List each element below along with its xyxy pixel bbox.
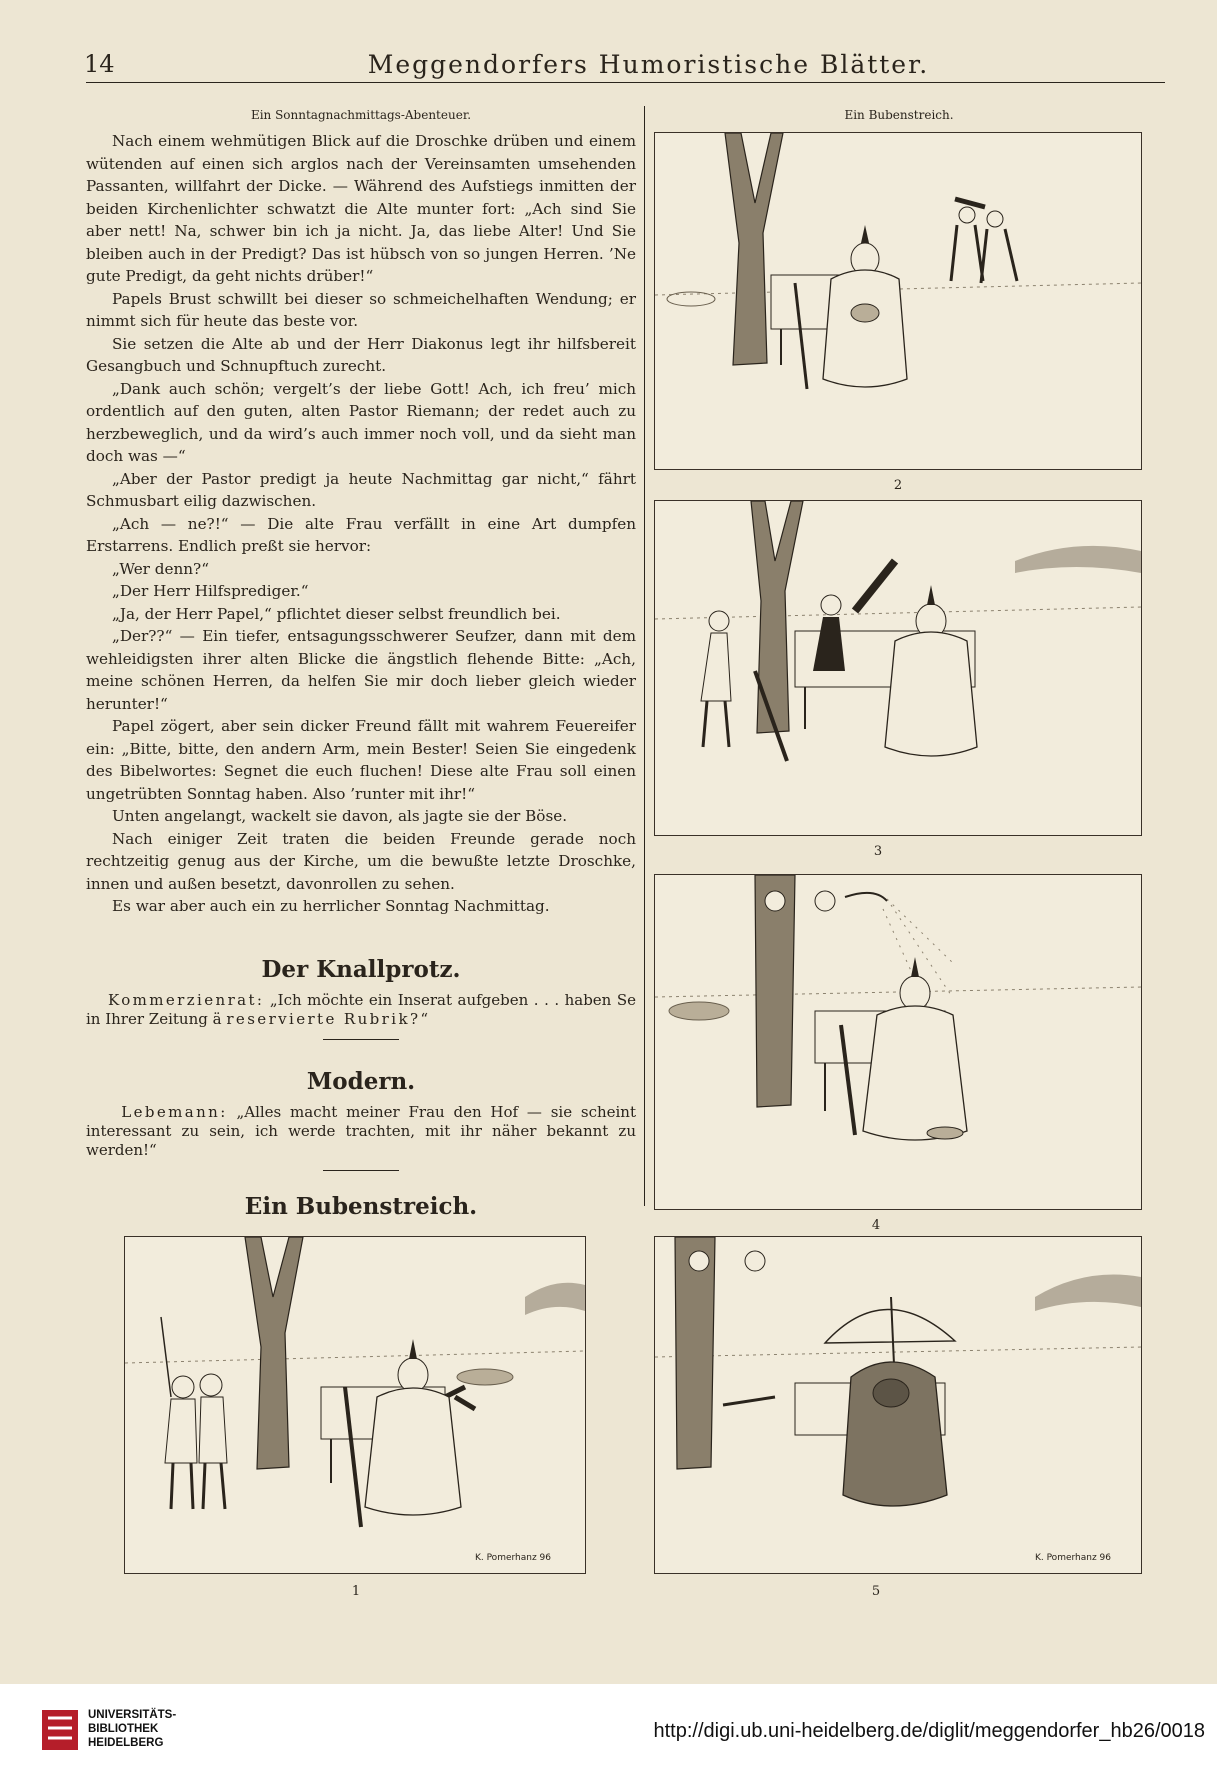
comic-panel-1 bbox=[124, 1236, 586, 1574]
modern-joke bbox=[86, 1103, 636, 1160]
section-rule bbox=[323, 1170, 399, 1171]
panel-number: 3 bbox=[873, 844, 883, 859]
knallprotz-heading: Der Knallprotz. bbox=[261, 955, 461, 983]
story-paragraph: „Wer denn?“ bbox=[112, 559, 209, 578]
story-paragraph: „Der??“ — Ein tiefer, entsagungsschwerer Seufzer, dann mit dem wehleidigsten ihrer alten Blicke die ängstlich flehende Bitte: „Ach, meine schönen Herren, da helfen Sie mir doch lieber gleich wieder herunter!“ bbox=[86, 627, 636, 713]
bubenstreich-heading: Ein Bubenstreich. bbox=[244, 1192, 478, 1220]
library-seal-icon bbox=[40, 1708, 80, 1752]
comic-panel-5 bbox=[654, 1236, 1142, 1574]
bubenstreich-caption: Ein Bubenstreich. bbox=[844, 108, 954, 122]
column-divider bbox=[644, 106, 645, 1206]
digitization-footer bbox=[0, 1684, 1217, 1776]
library-name-line: UNIVERSITÄTS- bbox=[88, 1709, 177, 1721]
library-name bbox=[88, 1708, 176, 1750]
story-caption: Ein Sonntagnachmittags-Abenteuer. bbox=[250, 108, 472, 122]
joke-text-end: “ bbox=[420, 1009, 429, 1028]
knallprotz-joke bbox=[86, 991, 636, 1029]
story-paragraph: Sie setzen die Alte ab und der Herr Diakonus legt ihr hilfsbereit Gesangbuch und Schnupftuch zurecht. bbox=[86, 334, 636, 375]
panel-number: 5 bbox=[871, 1584, 881, 1599]
section-rule bbox=[323, 1039, 399, 1040]
library-name-line: HEIDELBERG bbox=[88, 1737, 164, 1749]
joke-speaker: Kommerzienrat: bbox=[108, 990, 265, 1009]
panel-illustration bbox=[125, 1237, 585, 1573]
joke-text: „Ich möchte ein Inserat aufgeben . . . haben Se in Ihrer Zeitung ä bbox=[86, 990, 636, 1028]
left-column bbox=[86, 108, 636, 1220]
panel-number: 2 bbox=[893, 478, 903, 493]
panel-number: 1 bbox=[351, 1584, 361, 1599]
source-url[interactable]: http://digi.ub.uni-heidelberg.de/diglit/meggendorfer_hb26/0018 bbox=[653, 1720, 1205, 1742]
artist-signature: K. Pomerhanz 96 bbox=[1034, 1553, 1111, 1563]
comic-panel-2 bbox=[654, 132, 1142, 470]
page-number: 14 bbox=[84, 50, 115, 78]
library-name-line: BIBLIOTHEK bbox=[88, 1723, 159, 1735]
story-paragraph: „Aber der Pastor predigt ja heute Nachmittag gar nicht,“ fährt Schmusbart eilig dazwischen. bbox=[86, 469, 636, 510]
story-paragraph: Unten angelangt, wackelt sie davon, als jagte sie der Böse. bbox=[112, 807, 568, 825]
story-paragraph: Papels Brust schwillt bei dieser so schmeichelhaften Wendung; er nimmt sich für heute das beste vor. bbox=[86, 289, 636, 330]
comic-panel-4 bbox=[654, 874, 1142, 1210]
running-title: Meggendorfers Humoristische Blätter. bbox=[367, 50, 930, 79]
story-paragraph: Nach einiger Zeit traten die beiden Freunde gerade noch rechtzeitig genug aus der Kirche, um die bewußte letzte Droschke, innen und außen besetzt, davonrollen zu sehen. bbox=[86, 829, 636, 893]
joke-text: „Alles macht meiner Frau den Hof — sie scheint interessant zu sein, ich werde trachten, mit ihr näher bekannt zu werden!“ bbox=[86, 1102, 636, 1159]
story-paragraph: Es war aber auch ein zu herrlicher Sonntag Nachmittag. bbox=[112, 897, 550, 915]
story-text bbox=[86, 130, 636, 918]
comic-panel-3 bbox=[654, 500, 1142, 836]
panel-illustration bbox=[655, 501, 1141, 835]
panel-illustration bbox=[655, 133, 1141, 469]
panel-number: 4 bbox=[871, 1218, 881, 1233]
story-paragraph: „Ach — ne?!“ — Die alte Frau verfällt in eine Art dumpfen Erstarrens. Endlich preßt sie hervor: bbox=[86, 514, 636, 555]
panel-illustration bbox=[655, 1237, 1141, 1573]
story-paragraph: „Ja, der Herr Papel,“ pflichtet dieser selbst freundlich bei. bbox=[112, 604, 561, 623]
header-rule bbox=[86, 82, 1165, 83]
artist-signature: K. Pomerhanz 96 bbox=[474, 1553, 551, 1563]
story-paragraph: „Der Herr Hilfsprediger.“ bbox=[112, 582, 309, 600]
joke-speaker: Lebemann: bbox=[121, 1102, 228, 1121]
panel-illustration bbox=[655, 875, 1141, 1209]
story-paragraph: Nach einem wehmütigen Blick auf die Droschke drüben und einem wütenden auf einen sich arglos nach der Vereinsamten umsehenden Passanten, willfahrt der Dicke. — Während des Aufstiegs inmitten der beiden Kirchenlichter schwatzt die Alte munter fort: „Ach sind Sie aber nett! Na, schwer bin ich ja nicht. Ja, das liebe Alter! Und Sie bleiben auch in der Predigt? Das ist hübsch von so jungen Herren. ’Ne gute Predigt, da geht nichts drüber!“ bbox=[86, 132, 636, 285]
story-paragraph: „Dank auch schön; vergelt’s der liebe Gott! Ach, ich freu’ mich ordentlich auf den guten, alten Pastor Riemann; der redet auch zu herzbeweglich, und da wird’s auch immer noch voll, und da sieht man doch was —“ bbox=[86, 379, 636, 465]
story-paragraph: Papel zögert, aber sein dicker Freund fällt mit wahrem Feuereifer ein: „Bitte, bitte, den andern Arm, mein Bester! Seien Sie eingedenk des Bibelwortes: Segnet die euch fluchen! Diese alte Frau soll einen ungetrübten Sonntag haben. Also ’runter mit ihr!“ bbox=[86, 717, 636, 803]
joke-text-spaced: reservierte Rubrik? bbox=[226, 1009, 421, 1028]
modern-heading: Modern. bbox=[306, 1067, 416, 1095]
